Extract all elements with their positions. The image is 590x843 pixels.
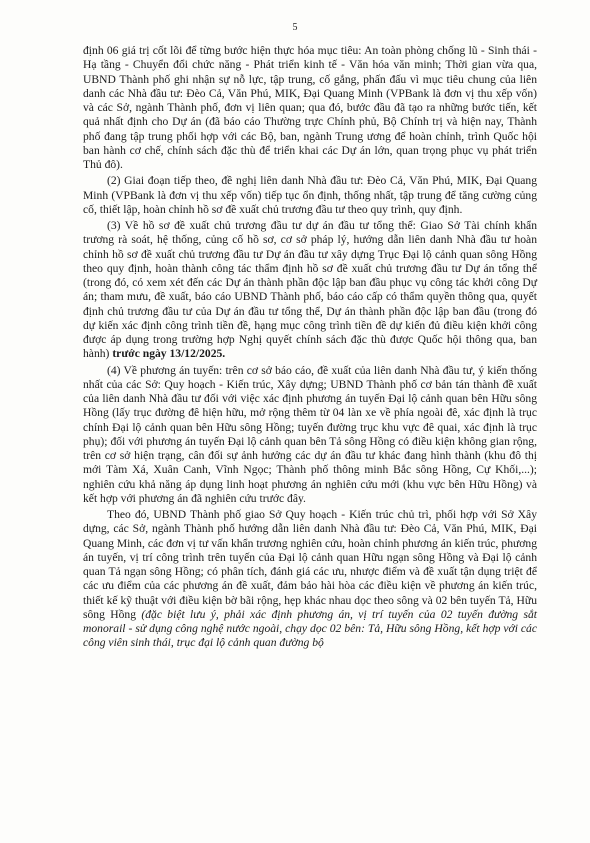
paragraph-item-3 [83,219,537,362]
deadline-text: trước ngày 13/12/2025. [112,347,226,361]
paragraph-item-3-text: (3) Về hồ sơ đề xuất chủ trương đầu tư dự án đầu tư tổng thể: Giao Sở Tài chính khẩn trương rà soát, hệ thống, củng cố hồ sơ, cơ sở pháp lý, hướng dẫn liên danh Nhà đầu tư hoàn chỉnh hồ sơ đề xuất chủ trương đầu tư Dự án đầu tư xây dựng Trục Đại lộ cảnh quan sông Hồng theo quy định, hoàn thành công tác thẩm định hồ sơ đề xuất chủ trương đầu tư Dự án tổng thể (trong đó, có xem xét đến các Dự án thành phần độc lập ban đầu phục vụ công tác khởi công Dự án; tham mưu, đề xuất, báo cáo UBND Thành phố, báo cáo cấp có thẩm quyền thông qua, quyết định chủ trương đầu tư của Dự án đầu tư tổng thể, Dự án thành phần độc lập ban đầu (trong đó dự kiến xác định công trình tiền đề, hạng mục công trình tiền đề dự kiến đủ điều kiện khởi công được áp dụng trong trường hợp Nghị quyết chính sách đặc thù được Quốc hội thông qua, ban hành) [83,219,537,361]
paragraph-assignment [83,508,537,651]
paragraph-item-4: (4) Về phương án tuyến: trên cơ sở báo cáo, đề xuất của liên danh Nhà đầu tư, ý kiến thống nhất của các Sở: Quy hoạch - Kiến trúc, Xây dựng; UBND Thành phố cơ bản tán thành đề xuất của liên danh Nhà đầu tư đối với việc xác định phương án tuyến Đại lộ cảnh quan bên Hữu sông Hồng (lấy trục đường đê hiện hữu, mở rộng thêm từ 04 làn xe về phía ngoài đê, xác định là trục chính Đại lộ cảnh quan bên Hữu sông Hồng; tuyến đường trục khu vực đê quai, xác định là trục phụ); đối với phương án tuyến Đại lộ cảnh quan bên Tả sông Hồng có điều kiện không gian rộng, trên cơ sở hiện trạng, cân đối sự ảnh hưởng các dự án đầu tư khác đang hình thành (khu đô thị mới Tàm Xá, Xuân Canh, Vĩnh Ngọc; Thành phố thông minh Bắc sông Hồng, Cự Khối,...); nghiên cứu khả năng áp dụng linh hoạt phương án nghiên cứu mới (khu vực bên Hữu Hồng) và kết hợp với phương án đã nghiên cứu trước đây. [83,363,537,505]
paragraph-core-values: định 06 giá trị cốt lõi để từng bước hiện thực hóa mục tiêu: An toàn phòng chống lũ - Sinh thái - Hạ tầng - Chuyển đổi chức năng - Phát triển kinh tế - Văn hóa văn minh; Thời gian vừa qua, UBND Thành phố ghi nhận sự nỗ lực, tập trung, cố gắng, phấn đấu vì mục tiêu chung của liên danh các Nhà đầu tư: Đèo Cả, Văn Phú, MIK, Đại Quang Minh (VPBank là đơn vị thu xếp vốn) và các Sở, ngành Thành phố, đơn vị liên quan; qua đó, bước đầu đã tạo ra những bước tiến, kết quả nhất định cho Dự án (đã báo cáo Thường trực Chính phủ, Bộ Chính trị và hiện nay, Thành phố đang tập trung phối hợp với các Bộ, ban, ngành Trung ương để hoàn chỉnh, trình Quốc hội ban hành cơ chế, chính sách đặc thù để triển khai các Dự án lớn, quan trọng phục vụ phát triển Thủ đô). [83,44,537,171]
paragraph-assignment-text: Theo đó, UBND Thành phố giao Sở Quy hoạch - Kiến trúc chủ trì, phối hợp với Sở Xây dựng, các Sở, ngành Thành phố hướng dẫn liên danh Nhà đầu tư: Đèo Cả, Văn Phú, MIK, Đại Quang Minh, các đơn vị tư vấn khẩn trương nghiên cứu, hoàn chỉnh phương án kiến trúc, phương án tuyến, vị trí công trình trên tuyến của Đại lộ cảnh quan Hữu ngạn sông Hồng và Đại lộ cảnh quan Tả ngạn sông Hồng; có phân tích, đánh giá các ưu, nhược điểm và đề xuất tận dụng triệt để các ưu điểm của các phương án đề xuất, đảm bảo hài hòa các điều kiện về phương án kiến trúc, thiết kế kỹ thuật với điều kiện bờ bãi rộng, hẹp khác nhau dọc theo sông và 02 bên tuyến Tả, Hữu sông Hồng [83,508,537,621]
page-number: 5 [292,22,298,33]
monorail-note: (đặc biệt lưu ý, phải xác định phương án, vị trí tuyến của 02 tuyến đường sắt monorail - sử dụng công nghệ nước ngoài, chạy dọc 02 bên: Tả, Hữu sông Hồng, kết hợp với các công viên sinh thái, trục đại lộ cảnh quan đường bộ [83,607,537,650]
document-body [83,44,537,651]
paragraph-item-2: (2) Giai đoạn tiếp theo, đề nghị liên danh Nhà đầu tư: Đèo Cả, Văn Phú, MIK, Đại Quang Minh (VPBank là đơn vị thu xếp vốn) tiếp tục ổn định, thống nhất, tập trung để tăng cường củng cố, thiết lập, hoàn chỉnh hồ sơ đề xuất chủ trương đầu tư theo quy trình, quy định. [83,174,537,216]
